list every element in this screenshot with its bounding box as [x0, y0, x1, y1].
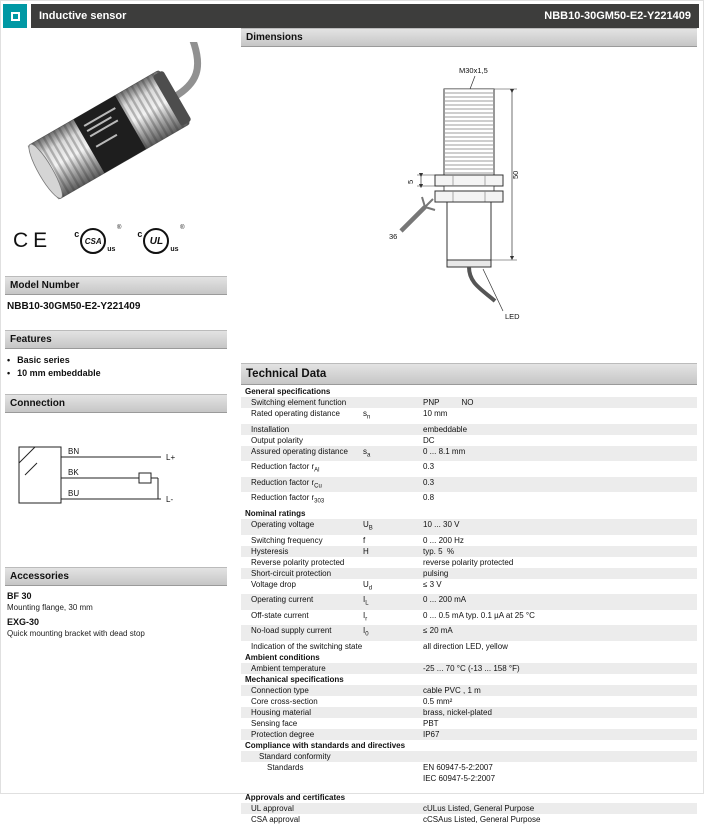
sensor-photo-drawing — [9, 42, 224, 220]
spec-symbol — [363, 762, 423, 784]
certifications — [5, 220, 227, 260]
wire-bn-label: BN — [68, 447, 80, 456]
model-number-value: NBB10-30GM50-E2-Y221409 — [7, 301, 141, 312]
spec-value: pulsing — [423, 568, 449, 578]
spec-value: cULus Listed, General Purpose — [423, 803, 535, 813]
table-group-row: Nominal ratings — [245, 508, 306, 518]
csa-registered-icon: ® — [116, 225, 122, 231]
title-bar — [31, 4, 699, 28]
dim-50-label: 50 — [511, 170, 520, 179]
connection-diagram — [5, 413, 227, 525]
dim-36-label: 36 — [389, 232, 398, 241]
spec-value: brass, nickel-plated — [423, 707, 492, 717]
connection-heading: Connection — [5, 394, 227, 413]
spec-value: all direction LED, yellow — [423, 641, 508, 651]
spec-label: Rated operating distance — [251, 409, 340, 418]
table-spacer — [241, 784, 697, 792]
content-columns — [3, 28, 699, 825]
accessory-item — [5, 612, 227, 638]
accessory-name: BF 30 — [7, 591, 32, 601]
spec-symbol: $I_L$ — [363, 595, 369, 607]
wire-bk-label: BK — [68, 468, 79, 477]
spec-label: Ambient temperature — [251, 663, 326, 673]
spec-value: PNP NO — [423, 398, 474, 407]
spec-symbol — [363, 557, 423, 568]
spec-value: 0 ... 8.1 mm — [423, 446, 466, 456]
table-row — [241, 641, 697, 652]
spec-symbol — [363, 492, 423, 508]
spec-symbol — [363, 729, 423, 740]
accessory-item — [5, 586, 227, 612]
spec-symbol — [363, 718, 423, 729]
spec-value — [423, 751, 697, 762]
spec-value: PBT — [423, 718, 439, 728]
spec-label: No-load supply current — [251, 626, 332, 636]
spec-label: CSA approval — [251, 814, 300, 824]
table-row — [241, 579, 697, 595]
spec-symbol — [363, 477, 423, 493]
lplus-label: L+ — [166, 453, 176, 462]
spec-label: Sensing face — [251, 718, 298, 728]
table-group-row: Approvals and certificates — [245, 792, 346, 802]
feature-item — [7, 354, 225, 367]
table-row — [241, 663, 697, 674]
dimensions-heading: Dimensions — [241, 28, 697, 47]
technical-data-heading: Technical Data — [241, 363, 697, 385]
table-row — [241, 535, 697, 546]
spec-value: cCSAus Listed, General Purpose — [423, 814, 541, 824]
spec-symbol: f — [363, 535, 366, 545]
spec-symbol: $I_r$ — [363, 610, 368, 623]
ul-us-label: us — [170, 245, 179, 253]
bullet-icon: • — [7, 368, 11, 378]
table-group-row: Mechanical specifications — [245, 674, 344, 684]
brand-logo-inner-square — [11, 12, 20, 21]
spec-label: Indication of the switching state — [251, 641, 363, 651]
table-row — [241, 718, 697, 729]
table-row — [241, 814, 697, 825]
table-group-row: General specifications — [245, 387, 331, 396]
spec-symbol: $U_B$ — [363, 519, 373, 532]
spec-value: ≤ 3 V — [423, 579, 442, 589]
spec-symbol — [363, 696, 423, 707]
spec-label: UL approval — [251, 803, 294, 813]
spec-label: Protection degree — [251, 729, 315, 739]
spec-value: 10 ... 30 V — [423, 519, 460, 529]
table-row — [241, 625, 697, 641]
spec-label: Housing material — [251, 707, 312, 717]
wire-bu-label: BU — [68, 489, 80, 498]
spec-label: Switching frequency — [251, 535, 323, 545]
spec-label: Assured operating distance — [251, 446, 348, 456]
csa-mark — [74, 225, 122, 254]
spec-value: 0.8 — [423, 493, 435, 503]
accessory-description: Quick mounting bracket with dead stop — [7, 629, 145, 638]
dimension-drawing — [241, 47, 697, 363]
spec-value: 0.3 — [423, 462, 435, 472]
table-row — [241, 492, 697, 508]
spec-label: Reverse polarity protected — [251, 557, 345, 567]
spec-value: cable PVC , 1 m — [423, 685, 481, 695]
spec-value: DC — [423, 435, 435, 445]
spec-value: 0.5 mm² — [423, 696, 453, 706]
spec-label: Short-circuit protection — [251, 568, 332, 578]
table-row — [241, 477, 697, 493]
spec-label: Hysteresis — [251, 546, 289, 556]
spec-value: typ. 5 % — [423, 546, 455, 556]
spec-value: 10 mm — [423, 409, 448, 418]
spec-label: Core cross-section — [251, 696, 318, 706]
led-label: LED — [505, 312, 520, 321]
features-list — [5, 349, 227, 380]
brand-logo-icon — [3, 4, 27, 28]
csa-us-label: us — [107, 245, 116, 253]
spec-label: Reduction factor $r_{Al}$ — [251, 462, 320, 474]
table-row — [241, 707, 697, 718]
model-number-heading: Model Number — [5, 276, 227, 295]
spec-value: -25 ... 70 °C (-13 ... 158 °F) — [423, 663, 520, 673]
ul-c-label: c — [137, 229, 143, 239]
spec-symbol — [363, 751, 423, 762]
thread-size-label: M30x1,5 — [459, 66, 488, 75]
lminus-label: L- — [166, 495, 174, 504]
table-row — [241, 568, 697, 579]
spec-symbol — [363, 814, 423, 825]
wiring-diagram — [11, 423, 211, 523]
page-title: Inductive sensor — [39, 10, 127, 22]
right-column — [241, 28, 697, 825]
table-row — [241, 729, 697, 740]
spec-value: reverse polarity protected — [423, 557, 514, 567]
spec-label: Installation — [251, 424, 290, 434]
table-row — [241, 685, 697, 696]
spec-symbol: $s_a$ — [363, 446, 371, 459]
spec-label: Off-state current — [251, 610, 309, 620]
ce-mark: CE — [13, 229, 53, 252]
spec-symbol: $s_n$ — [363, 409, 371, 421]
dim-5-label: 5 — [406, 179, 415, 184]
spec-symbol — [363, 663, 423, 674]
spec-label: Voltage drop — [251, 579, 296, 589]
table-row — [241, 397, 697, 408]
spec-label: Output polarity — [251, 435, 304, 445]
table-row — [241, 461, 697, 477]
table-row — [241, 546, 697, 557]
accessory-description: Mounting flange, 30 mm — [7, 603, 93, 612]
ul-circle — [143, 228, 169, 254]
spec-label: Reduction factor $r_{Cu}$ — [251, 477, 322, 490]
spec-value: ≤ 20 mA — [423, 626, 453, 636]
table-row — [241, 424, 697, 435]
product-photo — [5, 42, 227, 220]
ul-letters: UL — [149, 235, 164, 247]
table-row — [241, 762, 697, 784]
table-row — [241, 610, 697, 626]
spec-symbol — [363, 397, 423, 408]
spec-symbol — [363, 685, 423, 696]
left-column — [5, 28, 227, 825]
table-row — [241, 519, 697, 535]
table-row — [241, 594, 697, 610]
spec-symbol — [363, 568, 423, 579]
technical-data-table — [241, 386, 697, 825]
table-row — [241, 435, 697, 446]
table-row — [241, 696, 697, 707]
spec-symbol — [363, 641, 423, 652]
spec-value: 0.3 — [423, 477, 435, 487]
table-row — [241, 803, 697, 814]
spec-symbol — [363, 707, 423, 718]
feature-label: Basic series — [17, 355, 70, 365]
spec-value: IP67 — [423, 729, 440, 739]
spec-symbol — [363, 424, 423, 435]
ul-registered-icon: ® — [180, 225, 185, 231]
spec-label: Switching element function — [251, 398, 347, 407]
table-row — [241, 408, 697, 424]
ul-mark — [137, 225, 185, 254]
spec-label: Standards — [267, 762, 304, 772]
feature-label: 10 mm embeddable — [17, 368, 101, 378]
spec-symbol: H — [363, 546, 369, 556]
bullet-icon: • — [7, 355, 11, 365]
spec-value: embeddable — [423, 424, 468, 434]
spec-label: Standard conformity — [259, 751, 331, 761]
page-header — [3, 4, 699, 28]
table-group-row: Ambient conditions — [245, 652, 320, 662]
spec-label: Reduction factor $r_{303}$ — [251, 493, 325, 505]
csa-circle: CSA — [80, 228, 106, 254]
spec-symbol: $U_d$ — [363, 579, 373, 592]
spec-label: Operating voltage — [251, 519, 315, 529]
accessory-name: EXG-30 — [7, 617, 40, 627]
dimension-svg — [249, 55, 689, 355]
spec-label: Operating current — [251, 595, 314, 605]
part-number: NBB10-30GM50-E2-Y221409 — [544, 10, 691, 22]
table-group-row: Compliance with standards and directives — [245, 740, 406, 750]
spec-symbol — [363, 435, 423, 446]
spec-symbol — [363, 461, 423, 477]
table-row — [241, 446, 697, 462]
spec-value: EN 60947-5-2:2007 IEC 60947-5-2:2007 — [423, 762, 496, 783]
table-subgroup-row — [241, 751, 697, 762]
spec-label: Connection type — [251, 685, 309, 695]
spec-symbol: $I_0$ — [363, 626, 369, 638]
csa-c-label: c — [74, 229, 80, 239]
feature-item — [7, 367, 225, 380]
features-heading: Features — [5, 330, 227, 349]
spec-value: 0 ... 200 mA — [423, 595, 467, 605]
spec-value: 0 ... 200 Hz — [423, 535, 464, 545]
spec-value: 0 ... 0.5 mA typ. 0.1 µA at 25 °C — [423, 610, 535, 620]
spec-symbol — [363, 803, 423, 814]
table-row — [241, 557, 697, 568]
accessories-heading: Accessories — [5, 567, 227, 586]
